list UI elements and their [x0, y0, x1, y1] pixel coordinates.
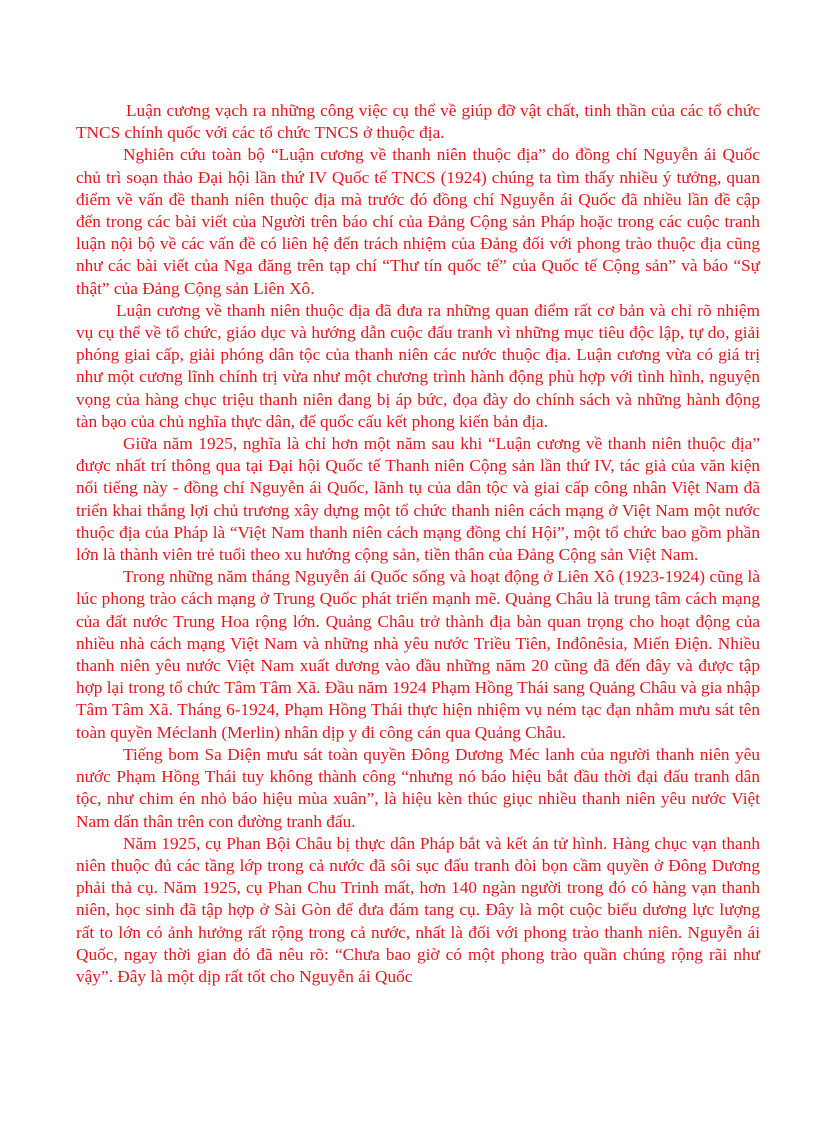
paragraph-4: Giữa năm 1925, nghĩa là chỉ hơn một năm sau khi “Luận cương về thanh niên thuộc địa” được nhất trí thông qua tại Đại hội Quốc tế Thanh niên Cộng sản lần thứ IV, tác giả của văn kiện nổi tiếng này - đồng chí Nguyễn ái Quốc, lãnh tụ của dân tộc và giai cấp công nhân Việt Nam đã triển khai thắng lợi chủ trương xây dựng một tổ chức thanh niên cách mạng ở Việt Nam một nước thuộc địa của Pháp là “Việt Nam thanh niên cách mạng đồng chí Hội”, một tổ chức bao gồm phần lớn là thành viên trẻ tuổi theo xu hướng cộng sản, tiền thân của Đảng Cộng sản Việt Nam.: [76, 434, 760, 565]
paragraph-3: Luận cương về thanh niên thuộc địa đã đưa ra những quan điểm rất cơ bản và chỉ rõ nhiệm vụ cụ thể về tổ chức, giáo dục và hướng dẫn cuộc đấu tranh vì những mục tiêu độc lập, tự do, giải phóng giai cấp, giải phóng dân tộc của thanh niên các nước thuộc địa. Luận cương vừa có giá trị như một cương lĩnh chính trị vừa như một chương trình hành động phù hợp với tình hình, nguyện vọng của hàng chục triệu thanh niên đang bị áp bức, đọa đày do chính sách và những hành động tàn bạo của chủ nghĩa thực dân, đế quốc cấu kết phong kiến bản địa.: [76, 300, 760, 431]
paragraph-2: Nghiên cứu toàn bộ “Luận cương về thanh niên thuộc địa” do đồng chí Nguyễn ái Quốc chủ trì soạn thảo Đại hội lần thứ IV Quốc tế TNCS (1924) chúng ta tìm thấy nhiều ý tưởng, quan điểm về vấn đề thanh niên thuộc địa mà trước đó đồng chí Nguyễn ái Quốc đã nhiều lần đề cập đến trong các bài viết của Người trên báo chí của Đảng Cộng sản Pháp hoặc trong các cuộc tranh luận nội bộ về các vấn đề có liên hệ đến trách nhiệm của Đảng đối với phong trào thuộc địa cũng như các bài viết của Nga đăng trên tạp chí “Thư tín quốc tế” của Quốc tế Cộng sản” và báo “Sự thật” của Đảng Cộng sản Liên Xô.: [76, 145, 760, 298]
paragraph-5: Trong những năm tháng Nguyễn ái Quốc sống và hoạt động ở Liên Xô (1923-1924) cũng là lúc phong trào cách mạng ở Trung Quốc phát triển mạnh mẽ. Quảng Châu là trung tâm cách mạng của đất nước Trung Hoa rộng lớn. Quảng Châu trở thành địa bàn quan trọng cho hoạt động của nhiều nhà cách mạng Việt Nam và những nhà yêu nước Triều Tiên, Inđônêsia, Miến Điện. Nhiều thanh niên yêu nước Việt Nam xuất dương vào đầu những năm 20 cũng đã đến đây và được tập hợp lại trong tổ chức Tâm Tâm Xã. Đầu năm 1924 Phạm Hồng Thái sang Quảng Châu và gia nhập Tâm Tâm Xã. Tháng 6-1924, Phạm Hồng Thái thực hiện nhiệm vụ ném tạc đạn nhằm mưu sát tên toàn quyền Méclanh (Merlin) nhân dịp y đi công cán qua Quảng Châu.: [76, 567, 760, 742]
paragraph-7: Năm 1925, cụ Phan Bội Châu bị thực dân Pháp bắt và kết án tử hình. Hàng chục vạn thanh niên thuộc đủ các tầng lớp trong cả nước đã sôi sục đấu tranh đòi bọn cầm quyền ở Đông Dương phải thả cụ. Năm 1925, cụ Phan Chu Trinh mất, hơn 140 ngàn người trong đó có hàng vạn thanh niên, học sinh đã tập hợp ở Sài Gòn để đưa đám tang cụ. Đây là một cuộc biểu dương lực lượng rất to lớn có ảnh hưởng rất rộng trong cả nước, nhất là đối với phong trào thanh niên. Nguyễn ái Quốc, ngay thời gian đó đã nêu rõ: “Chưa bao giờ có một phong trào quần chúng rộng rãi như vậy”. Đây là một dịp rất tốt cho Nguyễn ái Quốc: [76, 833, 760, 986]
paragraph-6: Tiếng bom Sa Diện mưu sát toàn quyền Đông Dương Méc lanh của người thanh niên yêu nước Phạm Hồng Thái tuy không thành công “nhưng nó báo hiệu bắt đầu thời đại đấu tranh dân tộc, như chim én nhỏ báo hiệu mùa xuân”, là hiệu kèn thúc giục nhiều thanh niên yêu nước Việt Nam dấn thân trên con đường tranh đấu.: [76, 744, 760, 831]
paragraph-1: Luận cương vạch ra những công việc cụ thể về giúp đỡ vật chất, tinh thần của các tổ chức TNCS chính quốc với các tổ chức TNCS ở thuộc địa.: [76, 101, 760, 143]
document-body: [76, 100, 760, 988]
